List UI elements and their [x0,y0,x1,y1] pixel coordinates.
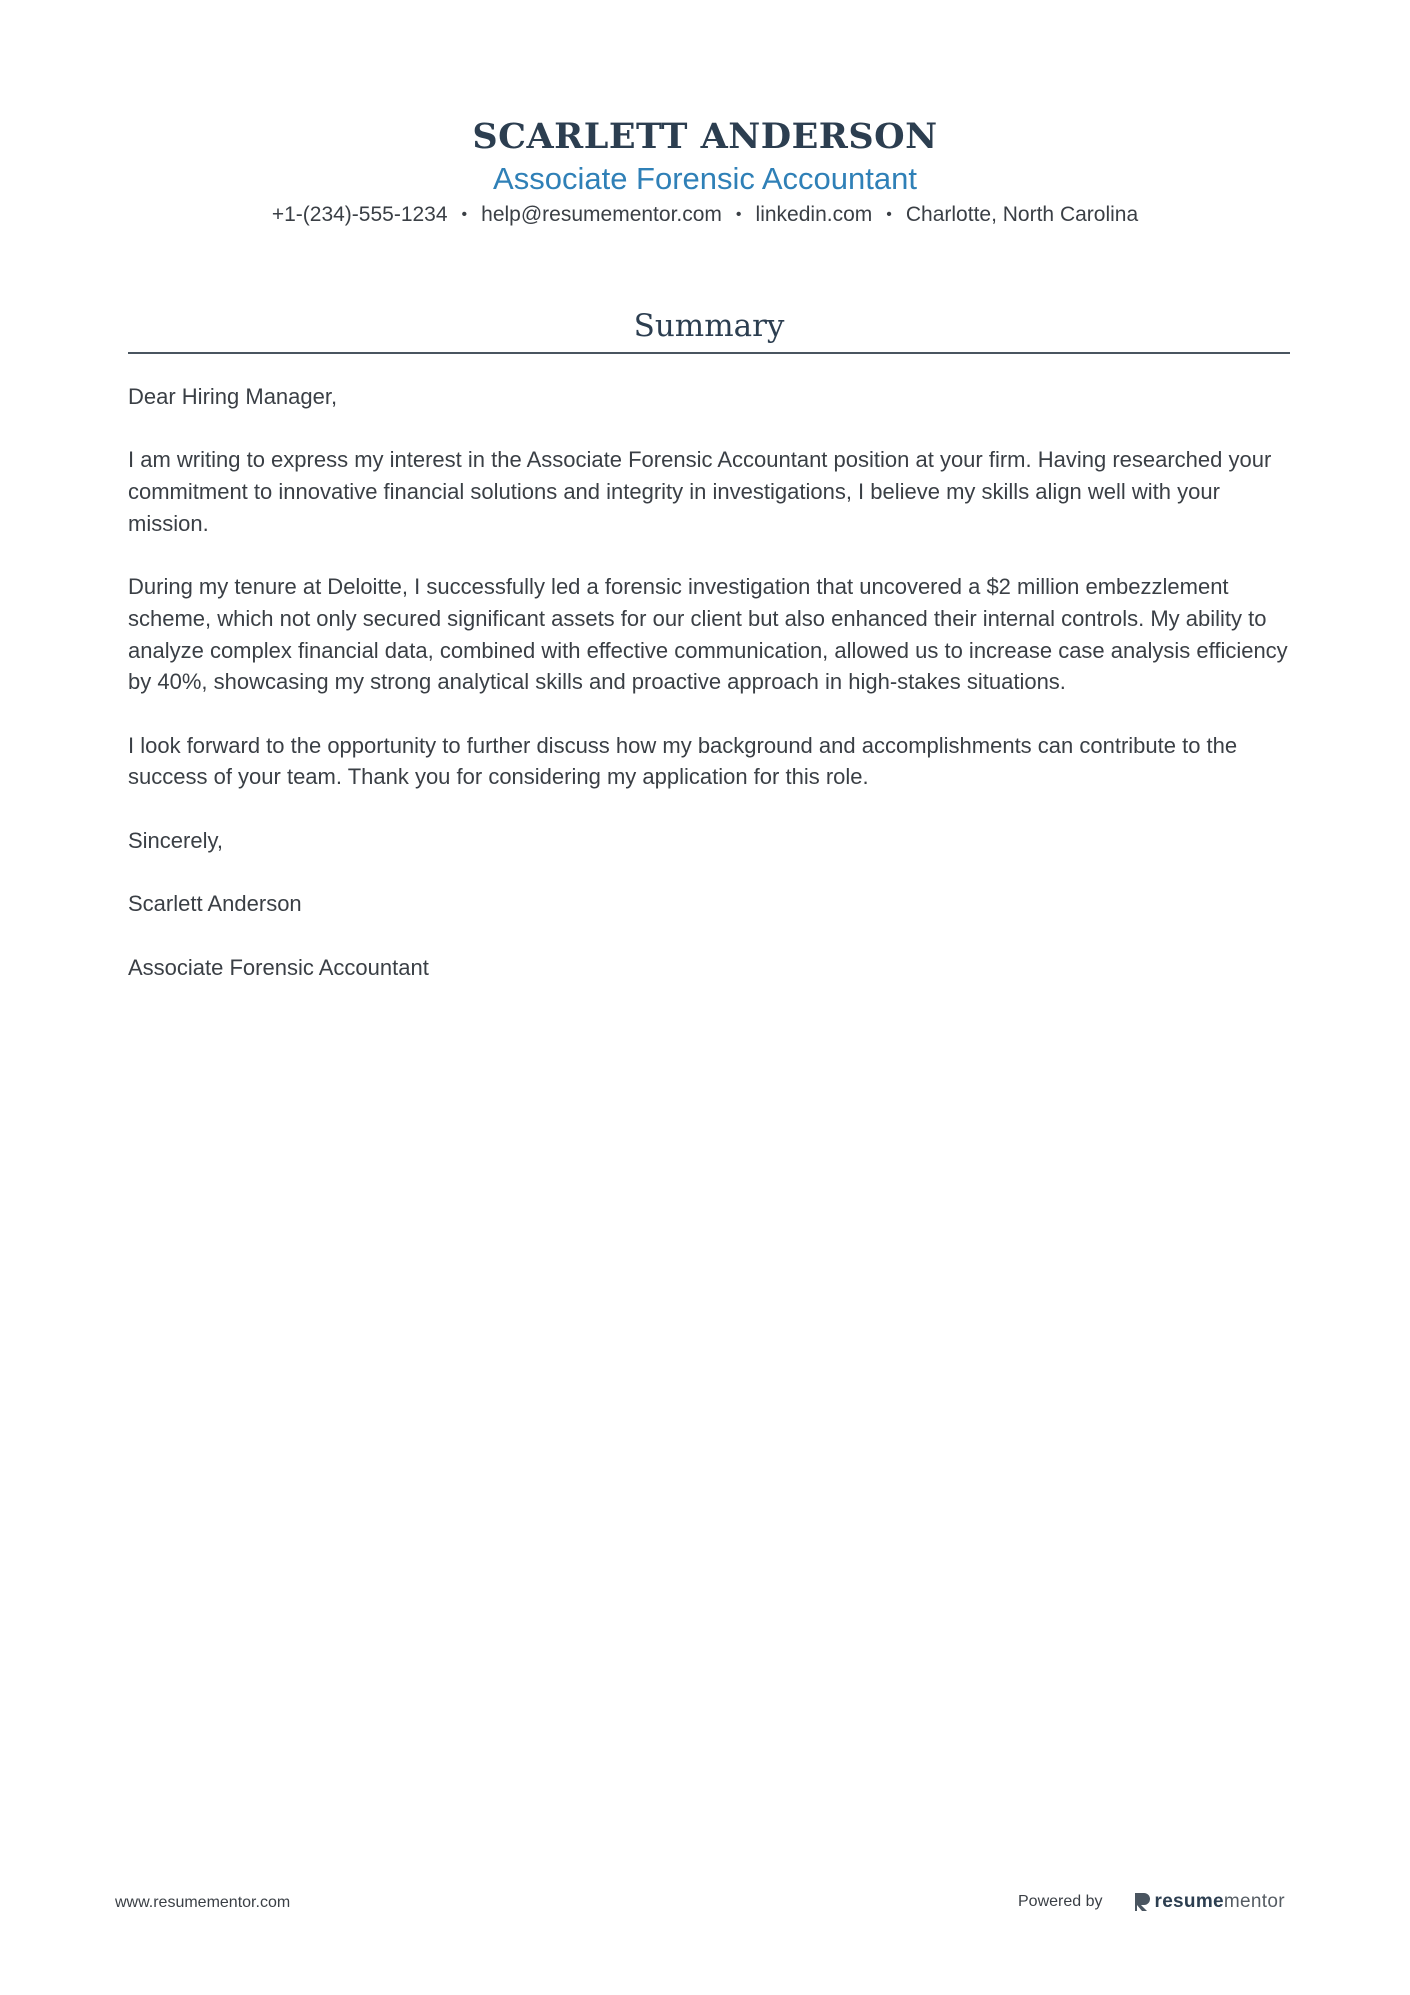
letter-body [128,381,1290,1015]
letter-header [0,115,1410,229]
letter-greeting: Dear Hiring Manager, [128,384,338,409]
candidate-job-title: Associate Forensic Accountant [493,161,917,196]
contact-email[interactable]: help@resumementor.com [481,203,722,226]
signature-title: Associate Forensic Accountant [128,954,429,980]
candidate-name: SCARLETT ANDERSON [472,116,938,157]
letter-closing: Sincerely, [128,827,223,853]
brand-wordmark[interactable] [1155,1891,1285,1913]
contact-location: Charlotte, North Carolina [905,203,1139,226]
footer-website-link[interactable]: www.resumementor.com [115,1894,291,1911]
section-title-summary: Summary [633,308,785,344]
letter-paragraph-1: I am writing to express my interest in the Associate Forensic Accountant position at your firm. Having researched your commitment to innovative financial solutions and integrity in investigations, I believe my skills align well with your mission. [128,447,1272,536]
resumementor-logo-icon [1133,1891,1151,1913]
contact-line [0,201,1410,229]
section-divider [128,352,1290,354]
letter-paragraph-3: I look forward to the opportunity to further discuss how my background and accomplishments can contribute to the success of your team. Thank you for considering my application for this role. [128,732,1238,790]
contact-linkedin[interactable]: linkedin.com [755,203,873,226]
brand-wordmark-part2: mentor [1223,1891,1285,1912]
contact-separator: • [461,206,468,224]
contact-separator: • [735,206,742,224]
letter-paragraph-2: During my tenure at Deloitte, I successfully led a forensic investigation that uncovered a $2 million embezzlement scheme, which not only secured significant assets for our client but also enhanced their internal controls. My ability to analyze complex financial data, combined with effective communication, allowed us to increase case analysis efficiency by 40%, showcasing my strong analytical skills and proactive approach in high-stakes situations. [128,574,1288,695]
contact-separator: • [886,206,892,224]
powered-by-label: Powered by [1018,1893,1103,1910]
footer-branding [1018,1888,1285,1916]
signature-name: Scarlett Anderson [128,891,302,917]
brand-wordmark-part1: resume [1154,1891,1224,1912]
contact-phone: +1-(234)-555-1234 [271,203,448,226]
